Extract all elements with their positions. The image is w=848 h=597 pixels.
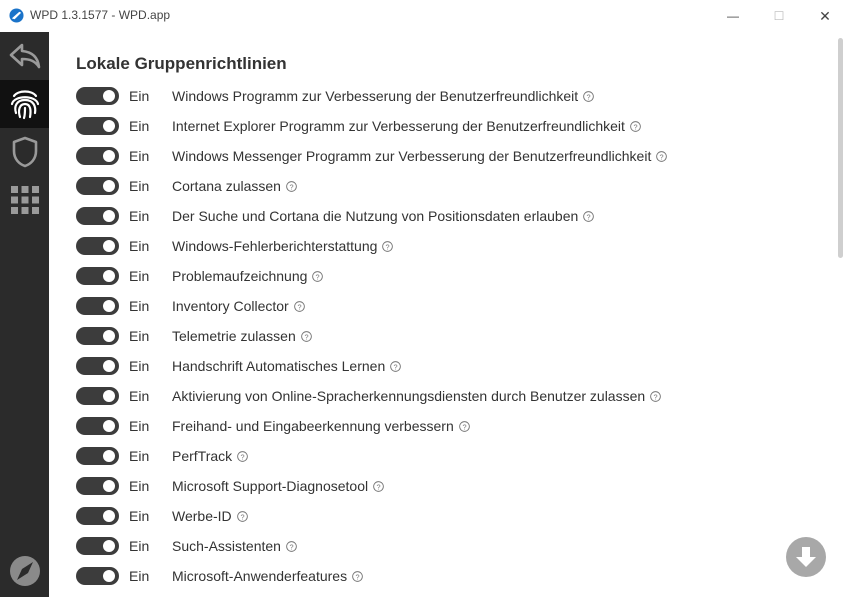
policy-label-text: Der Suche und Cortana die Nutzung von Positionsdaten erlauben <box>172 208 579 224</box>
svg-text:?: ? <box>393 362 398 372</box>
help-circle-icon[interactable] <box>237 451 248 462</box>
policy-state: Ein <box>129 88 150 104</box>
help-circle-icon[interactable] <box>583 91 594 102</box>
policy-row <box>76 141 667 171</box>
toggle-knob <box>103 360 115 372</box>
policy-label <box>172 478 384 494</box>
policy-state: Ein <box>129 118 150 134</box>
policy-state: Ein <box>129 448 150 464</box>
policy-label <box>172 118 641 134</box>
policy-toggle[interactable] <box>76 147 119 165</box>
policy-label <box>172 388 661 404</box>
policy-toggle[interactable] <box>76 357 119 375</box>
policy-state: Ein <box>129 508 150 524</box>
policy-label-text: PerfTrack <box>172 448 233 464</box>
toggle-knob <box>103 150 115 162</box>
policy-state: Ein <box>129 388 150 404</box>
toggle-knob <box>103 420 115 432</box>
svg-text:?: ? <box>376 482 381 492</box>
policy-label-text: Problemaufzeichnung <box>172 268 308 284</box>
policy-label-text: Internet Explorer Programm zur Verbesserung der Benutzerfreundlichkeit <box>172 118 625 134</box>
title-bar <box>0 0 848 32</box>
svg-text:?: ? <box>289 542 294 552</box>
sidebar-item-about[interactable] <box>0 547 49 595</box>
scroll-down-button[interactable] <box>786 537 826 577</box>
policy-state: Ein <box>129 298 150 314</box>
toggle-knob <box>103 120 115 132</box>
window-title: WPD 1.3.1577 - WPD.app <box>30 8 171 22</box>
policy-label <box>172 328 312 344</box>
policy-label <box>172 568 363 584</box>
policy-toggle[interactable] <box>76 507 119 525</box>
policy-row <box>76 351 401 381</box>
policy-label-text: Freihand- und Eingabeerkennung verbessern <box>172 418 454 434</box>
policy-toggle[interactable] <box>76 417 119 435</box>
policy-toggle[interactable] <box>76 567 119 585</box>
help-circle-icon[interactable] <box>373 481 384 492</box>
toggle-knob <box>103 540 115 552</box>
policy-label <box>172 268 323 284</box>
help-circle-icon[interactable] <box>382 241 393 252</box>
help-circle-icon[interactable] <box>294 301 305 312</box>
policy-row <box>76 171 297 201</box>
policy-state: Ein <box>129 238 150 254</box>
policy-row <box>76 111 641 141</box>
policy-label <box>172 148 667 164</box>
policy-state: Ein <box>129 418 150 434</box>
toggle-knob <box>103 270 115 282</box>
svg-text:?: ? <box>240 452 245 462</box>
policy-toggle[interactable] <box>76 207 119 225</box>
policy-label-text: Telemetrie zulassen <box>172 328 296 344</box>
svg-text:?: ? <box>586 92 591 102</box>
policy-row <box>76 231 393 261</box>
policy-row <box>76 381 661 411</box>
svg-text:?: ? <box>240 512 245 522</box>
policy-label <box>172 238 393 254</box>
fingerprint-icon <box>8 87 42 121</box>
policy-row <box>76 411 470 441</box>
policy-toggle[interactable] <box>76 537 119 555</box>
policy-label-text: Handschrift Automatisches Lernen <box>172 358 386 374</box>
svg-text:?: ? <box>653 392 658 402</box>
close-button[interactable] <box>802 0 848 32</box>
scrollbar-thumb[interactable] <box>838 38 843 258</box>
policy-toggle[interactable] <box>76 237 119 255</box>
arrow-down-icon <box>795 545 817 569</box>
apps-grid-icon <box>10 185 40 215</box>
policy-state: Ein <box>129 178 150 194</box>
policy-label-text: Microsoft-Anwenderfeatures <box>172 568 348 584</box>
help-circle-icon[interactable] <box>237 511 248 522</box>
help-circle-icon[interactable] <box>301 331 312 342</box>
policy-label-text: Microsoft Support-Diagnosetool <box>172 478 369 494</box>
policy-toggle[interactable] <box>76 177 119 195</box>
policy-state: Ein <box>129 538 150 554</box>
policy-label-text: Windows Programm zur Verbesserung der Benutzerfreundlichkeit <box>172 88 579 104</box>
page-title: Lokale Gruppenrichtlinien <box>76 54 287 73</box>
policy-row <box>76 201 594 231</box>
help-circle-icon[interactable] <box>286 541 297 552</box>
policy-state: Ein <box>129 328 150 344</box>
policy-state: Ein <box>129 208 150 224</box>
minimize-button[interactable] <box>710 0 756 32</box>
sidebar-item-firewall[interactable] <box>0 128 49 176</box>
policy-row <box>76 561 363 591</box>
policy-row <box>76 471 384 501</box>
toggle-knob <box>103 390 115 402</box>
policy-row <box>76 531 297 561</box>
policy-toggle[interactable] <box>76 87 119 105</box>
policy-state: Ein <box>129 268 150 284</box>
close-icon: ✕ <box>819 7 831 24</box>
sidebar-item-privacy[interactable] <box>0 80 49 128</box>
policy-state: Ein <box>129 568 150 584</box>
minimize-icon: — <box>727 9 739 23</box>
svg-text:?: ? <box>586 212 591 222</box>
policy-label-text: Cortana zulassen <box>172 178 281 194</box>
help-circle-icon[interactable] <box>352 571 363 582</box>
toggle-knob <box>103 240 115 252</box>
toggle-knob <box>103 480 115 492</box>
toggle-knob <box>103 180 115 192</box>
svg-text:?: ? <box>462 422 467 432</box>
policy-toggle[interactable] <box>76 327 119 345</box>
help-circle-icon[interactable] <box>459 421 470 432</box>
policy-row <box>76 321 312 351</box>
toggle-knob <box>103 510 115 522</box>
svg-text:?: ? <box>304 332 309 342</box>
policy-row <box>76 261 323 291</box>
policy-row <box>76 291 305 321</box>
policy-label-text: Windows-Fehlerberichterstattung <box>172 238 378 254</box>
svg-text:?: ? <box>289 182 294 192</box>
policy-row <box>76 501 248 531</box>
policy-label <box>172 358 401 374</box>
policy-label <box>172 88 594 104</box>
policy-label <box>172 418 470 434</box>
help-circle-icon[interactable] <box>650 391 661 402</box>
policy-label-text: Aktivierung von Online-Spracherkennungsdiensten durch Benutzer zulassen <box>172 388 646 404</box>
policy-row <box>76 441 248 471</box>
help-circle-icon[interactable] <box>390 361 401 372</box>
help-circle-icon[interactable] <box>656 151 667 162</box>
back-arrow-icon <box>8 41 42 71</box>
help-circle-icon[interactable] <box>312 271 323 282</box>
toggle-knob <box>103 90 115 102</box>
compass-icon <box>9 555 41 587</box>
svg-text:?: ? <box>297 302 302 312</box>
svg-text:?: ? <box>633 122 638 132</box>
sidebar-item-apps[interactable] <box>0 176 49 224</box>
policy-label-text: Such-Assistenten <box>172 538 281 554</box>
policy-label-text: Windows Messenger Programm zur Verbesserung der Benutzerfreundlichkeit <box>172 148 652 164</box>
policy-state: Ein <box>129 478 150 494</box>
toggle-knob <box>103 300 115 312</box>
svg-text:?: ? <box>355 572 360 582</box>
policy-toggle[interactable] <box>76 297 119 315</box>
policy-toggle[interactable] <box>76 117 119 135</box>
policy-state: Ein <box>129 358 150 374</box>
main-content <box>49 32 848 597</box>
toggle-knob <box>103 570 115 582</box>
svg-text:?: ? <box>385 242 390 252</box>
policy-label-text: Werbe-ID <box>172 508 232 524</box>
policy-label <box>172 508 248 524</box>
shield-icon <box>10 135 40 169</box>
policy-toggle[interactable] <box>76 267 119 285</box>
help-circle-icon[interactable] <box>630 121 641 132</box>
policy-label <box>172 208 594 224</box>
svg-text:?: ? <box>659 152 664 162</box>
app-logo-icon <box>9 8 24 23</box>
policy-label <box>172 538 297 554</box>
policy-toggle[interactable] <box>76 387 119 405</box>
maximize-icon: ☐ <box>773 9 785 23</box>
toggle-knob <box>103 450 115 462</box>
policy-label <box>172 298 305 314</box>
policy-label <box>172 178 297 194</box>
svg-text:?: ? <box>315 272 320 282</box>
policy-label <box>172 448 248 464</box>
policy-state: Ein <box>129 148 150 164</box>
policy-row <box>76 81 594 111</box>
toggle-knob <box>103 210 115 222</box>
sidebar-item-back[interactable] <box>0 32 49 80</box>
help-circle-icon[interactable] <box>583 211 594 222</box>
policy-toggle[interactable] <box>76 477 119 495</box>
help-circle-icon[interactable] <box>286 181 297 192</box>
policy-label-text: Inventory Collector <box>172 298 289 314</box>
maximize-button[interactable] <box>756 0 802 32</box>
policy-toggle[interactable] <box>76 447 119 465</box>
sidebar <box>0 32 49 597</box>
toggle-knob <box>103 330 115 342</box>
